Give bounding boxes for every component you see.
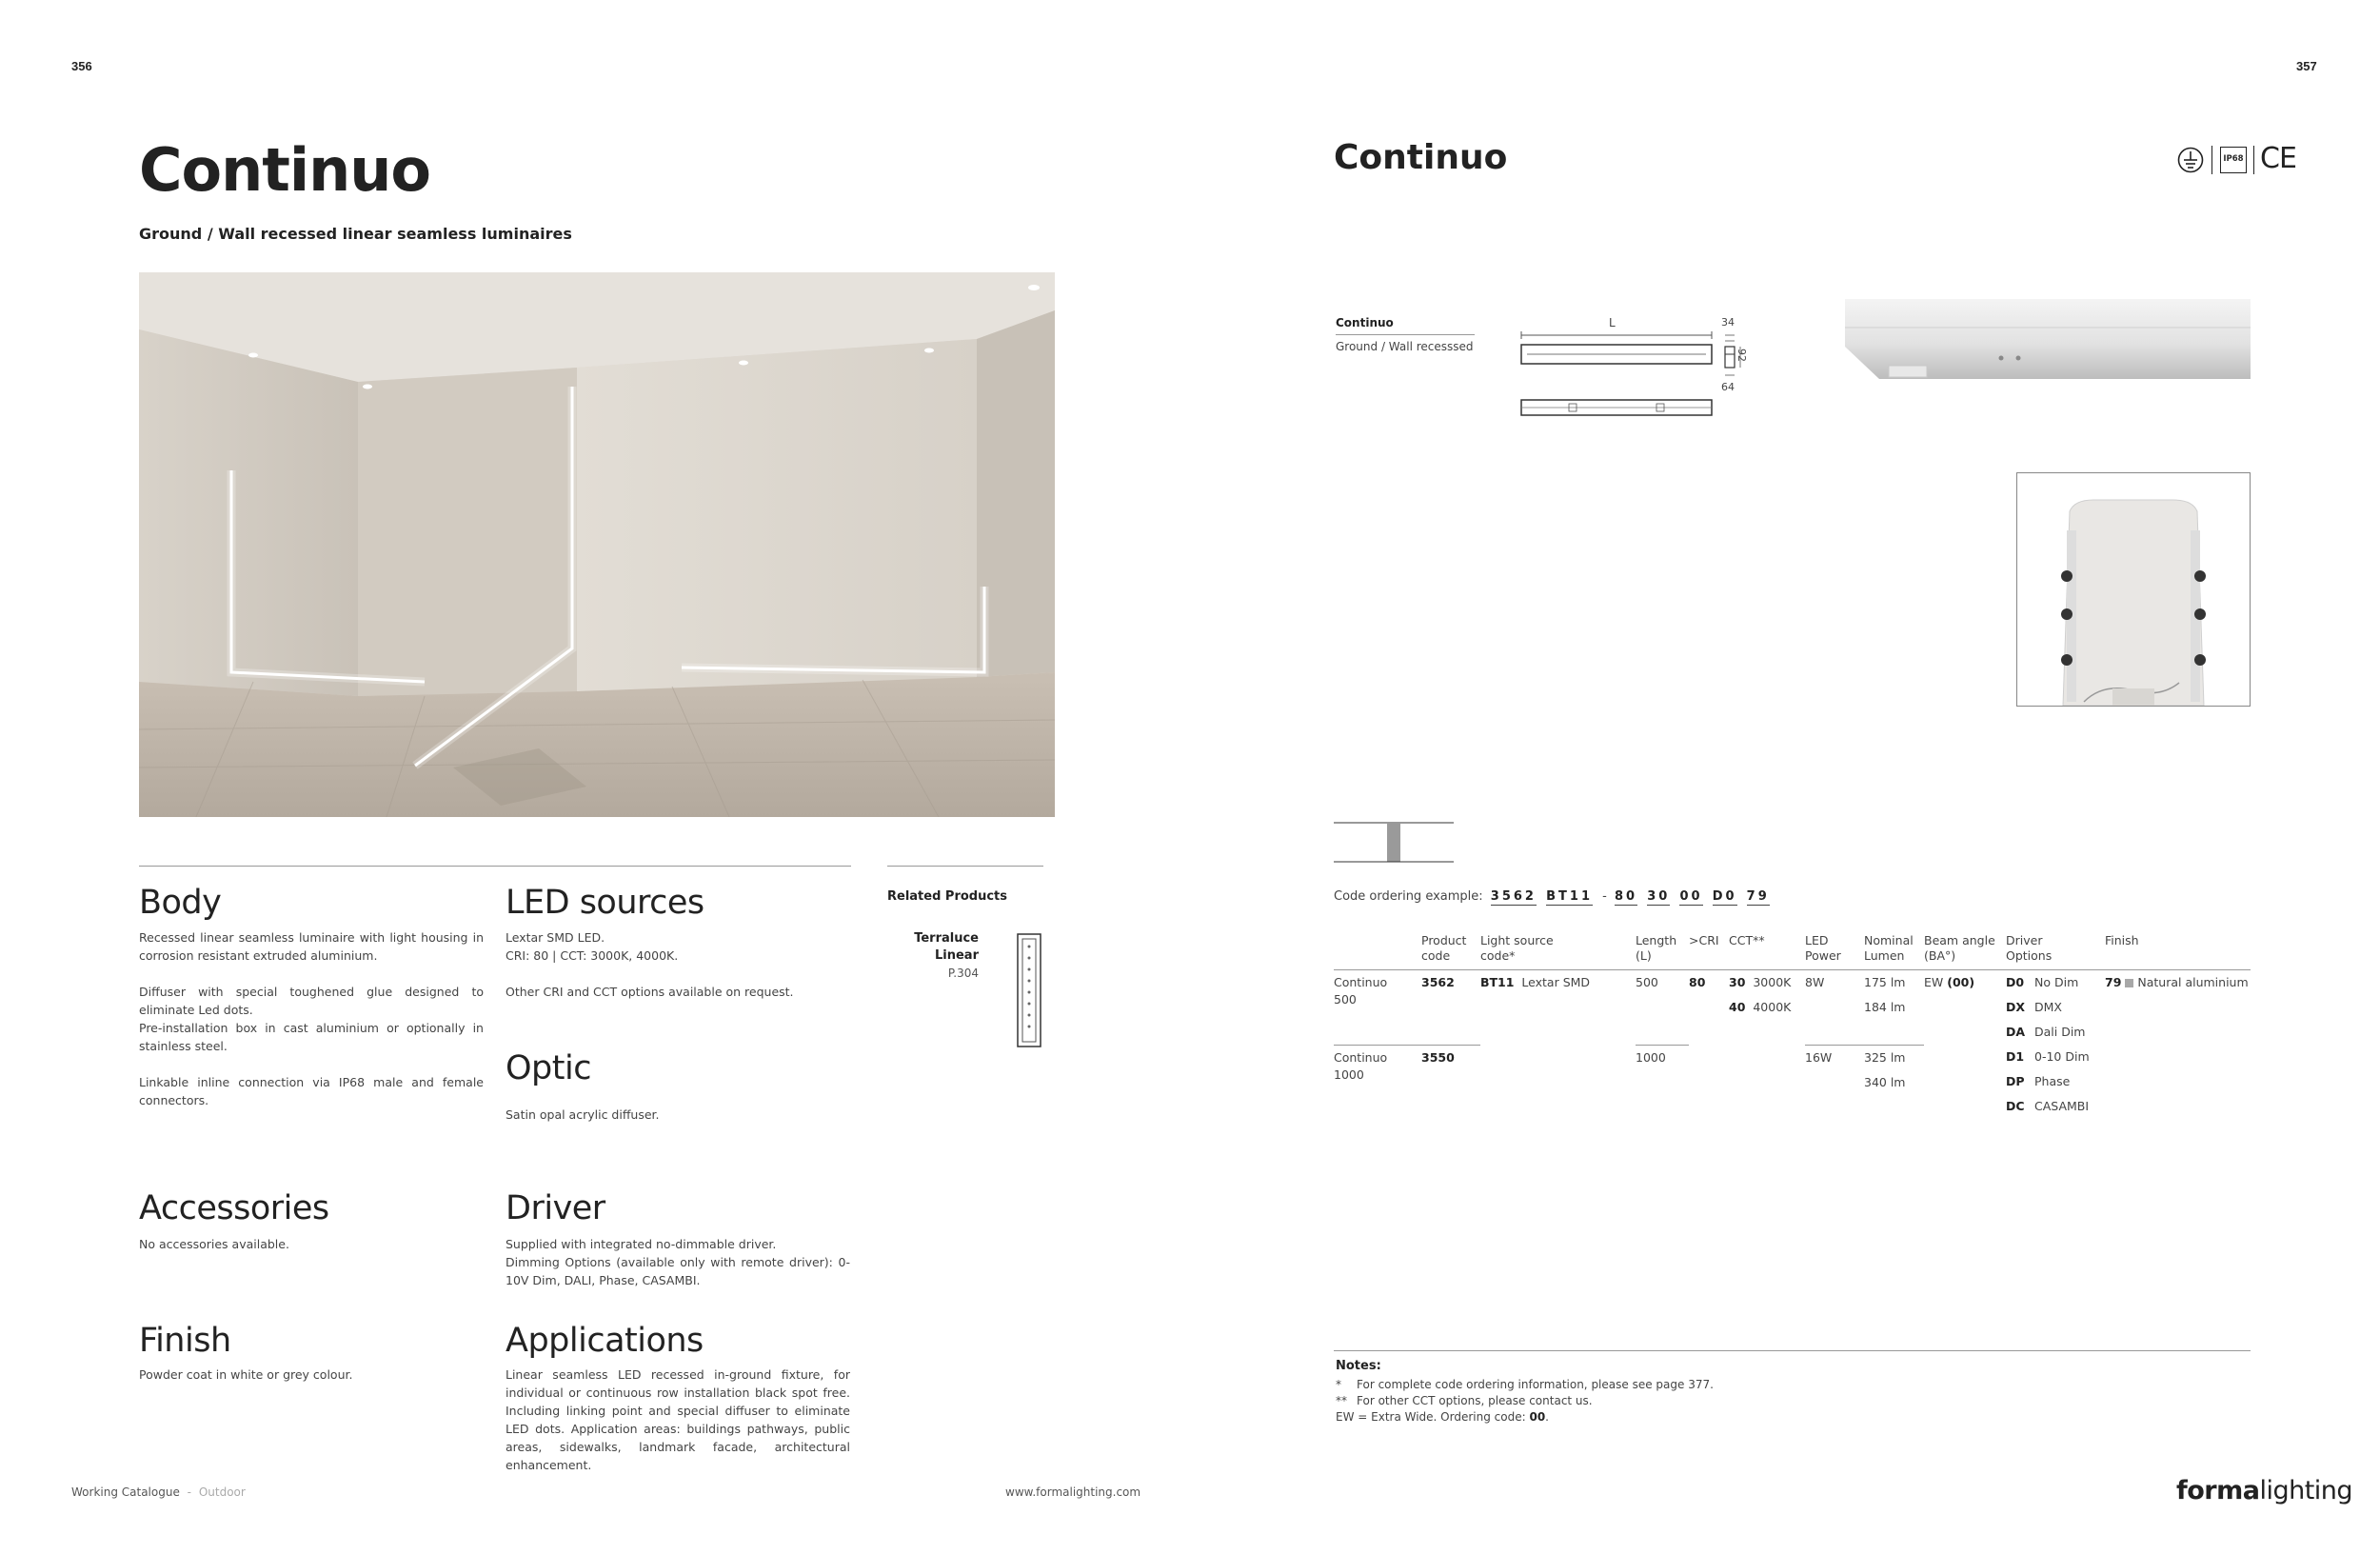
driver-option bbox=[2006, 1001, 2105, 1014]
row-finish bbox=[2105, 970, 2251, 1046]
body-text-p4: Linkable inline connection via IP68 male and female connectors. bbox=[139, 1075, 484, 1107]
brand-logo bbox=[2176, 1476, 2352, 1505]
note-2 bbox=[1336, 1393, 1714, 1409]
footer-catalogue-label: Working Catalogue bbox=[71, 1485, 180, 1499]
beam-code: (00) bbox=[1947, 975, 1975, 989]
cert-divider bbox=[2211, 146, 2212, 174]
driver-code: DC bbox=[2006, 1099, 2025, 1113]
header-blank bbox=[1334, 933, 1421, 970]
row-finish-empty bbox=[2105, 1045, 2251, 1119]
beam-label: EW bbox=[1924, 975, 1944, 989]
row-driver-options bbox=[2006, 970, 2105, 1120]
driver-option bbox=[2006, 1075, 2105, 1088]
header-cct bbox=[1729, 933, 1805, 970]
driver-p2: Dimming Options (available only with remote driver): 0-10V Dim, DALI, Phase, CASAMBI. bbox=[506, 1255, 850, 1287]
dim-width-label: 64 bbox=[1721, 381, 1735, 393]
code-part-driver: D0 bbox=[1712, 889, 1737, 904]
cert-divider bbox=[2253, 146, 2254, 174]
driver-option bbox=[2006, 1100, 2105, 1113]
note-text: For other CCT options, please contact us. bbox=[1357, 1394, 1593, 1407]
header-cri bbox=[1689, 933, 1729, 970]
notes-rule bbox=[1334, 1350, 2251, 1351]
accessories-heading: Accessories bbox=[139, 1189, 329, 1227]
header-line: Options bbox=[2006, 948, 2053, 963]
optic-heading: Optic bbox=[506, 1049, 591, 1087]
code-part-light-source: BT11 bbox=[1546, 889, 1593, 904]
lumen-value: 340 lm bbox=[1864, 1074, 1906, 1089]
led-sources-p3: Other CRI and CCT options available on request. bbox=[506, 985, 794, 999]
driver-option bbox=[2006, 1050, 2105, 1064]
row-beam-empty bbox=[1924, 1045, 2006, 1119]
spec-table-wrap bbox=[1334, 933, 2251, 1119]
dim-height-label: 34 bbox=[1721, 316, 1735, 329]
body-text-p3: Pre-installation box in cast aluminium or optionally in stainless steel. bbox=[139, 1021, 484, 1053]
code-ordering-label: Code ordering example: bbox=[1334, 889, 1483, 904]
lumen-value: 325 lm bbox=[1864, 1049, 1906, 1065]
driver-option bbox=[2006, 976, 2105, 989]
profile-section-icon bbox=[1334, 821, 1454, 863]
finish-text: Powder coat in white or grey colour. bbox=[139, 1367, 353, 1382]
note-code: 00 bbox=[1529, 1410, 1546, 1424]
row-model-name bbox=[1334, 970, 1421, 1046]
header-line: Light source bbox=[1480, 933, 1554, 947]
header-product-code bbox=[1421, 933, 1480, 970]
model-size-line: 1000 bbox=[1334, 1067, 1364, 1082]
model-name-line: Continuo bbox=[1334, 1049, 1388, 1065]
led-sources-p1: Lextar SMD LED. bbox=[506, 930, 605, 945]
driver-name: 0-10 Dim bbox=[2034, 1049, 2090, 1064]
dim-length-label: L bbox=[1609, 316, 1616, 329]
notes bbox=[1336, 1358, 1714, 1425]
model-name-line: Continuo bbox=[1334, 975, 1388, 989]
variant-label bbox=[1336, 316, 1475, 353]
cct-code: 40 bbox=[1729, 1000, 1746, 1014]
row-light-source bbox=[1480, 970, 1636, 1046]
driver-code: DX bbox=[2006, 1000, 2026, 1014]
led-sources-heading: LED sources bbox=[506, 884, 704, 922]
code-part-cct: 30 bbox=[1647, 889, 1671, 904]
header-line: code* bbox=[1480, 948, 1516, 963]
driver-heading: Driver bbox=[506, 1189, 605, 1227]
cct-value: 3000K bbox=[1753, 975, 1792, 989]
hero-room-image bbox=[139, 272, 1055, 817]
header-light-source bbox=[1480, 933, 1636, 970]
lumen-value: 175 lm bbox=[1864, 975, 1906, 989]
note-3 bbox=[1336, 1409, 1714, 1425]
related-products-heading: Related Products bbox=[887, 889, 1008, 904]
header-nominal-lumen bbox=[1864, 933, 1924, 970]
page-title: Continuo bbox=[139, 135, 430, 205]
finish-swatch bbox=[2125, 979, 2133, 987]
related-product-thumbnail[interactable] bbox=[1017, 933, 1041, 1047]
footer-separator: - bbox=[187, 1485, 192, 1499]
header-line: (BA°) bbox=[1924, 948, 1956, 963]
brand-logo-light: lighting bbox=[2259, 1476, 2353, 1505]
row-product-code: 3562 bbox=[1421, 975, 1455, 989]
related-product-name-1: Terraluce bbox=[914, 931, 979, 946]
variant-name: Continuo bbox=[1336, 316, 1475, 335]
ce-mark-icon: CE bbox=[2260, 142, 2296, 175]
header-line: (L) bbox=[1636, 948, 1652, 963]
code-part-beam: 00 bbox=[1679, 889, 1703, 904]
led-sources-p2: CRI: 80 | CCT: 3000K, 4000K. bbox=[506, 948, 679, 963]
applications-text: Linear seamless LED recessed in-ground fixture, for individual or continuous row installation black spot free. Including linking point and special diffuser to eliminate LED dots. Application areas: buildings pathways, public areas, sidewalks, landmark facade, architectural enhancement. bbox=[506, 1367, 850, 1472]
row-cri-empty bbox=[1689, 1045, 1729, 1119]
ip68-icon: IP68 bbox=[2220, 147, 2247, 173]
lumen-value: 184 lm bbox=[1864, 1000, 1906, 1014]
header-line: Nominal bbox=[1864, 933, 1914, 947]
row-lumen bbox=[1864, 1045, 1924, 1119]
row-light-source-empty bbox=[1480, 1045, 1636, 1119]
row-beam bbox=[1924, 970, 2006, 1046]
driver-name: Phase bbox=[2034, 1074, 2071, 1088]
header-length bbox=[1636, 933, 1689, 970]
related-product-name-2: Linear bbox=[935, 948, 979, 963]
note-1 bbox=[1336, 1377, 1714, 1393]
row-cct bbox=[1729, 970, 1805, 1046]
header-line: Length bbox=[1636, 933, 1677, 947]
row-length: 1000 bbox=[1636, 1045, 1689, 1119]
note-mark: ** bbox=[1336, 1394, 1347, 1407]
page-subtitle: Ground / Wall recessed linear seamless luminaires bbox=[139, 225, 572, 243]
note-mark: * bbox=[1336, 1378, 1341, 1391]
accessories-text: No accessories available. bbox=[139, 1237, 289, 1251]
row-lumen bbox=[1864, 970, 1924, 1046]
row-product-code: 3550 bbox=[1421, 1045, 1480, 1119]
variant-type: Ground / Wall recesssed bbox=[1336, 340, 1474, 353]
code-ordering bbox=[1334, 889, 1775, 906]
finish-name: Natural aluminium bbox=[2137, 975, 2249, 989]
applications-heading: Applications bbox=[506, 1322, 704, 1360]
finish-code: 79 bbox=[2105, 975, 2122, 989]
cct-option bbox=[1729, 976, 1805, 989]
note-end: . bbox=[1545, 1410, 1549, 1424]
cct-value: 4000K bbox=[1753, 1000, 1792, 1014]
cct-option bbox=[1729, 1001, 1805, 1014]
header-beam-angle bbox=[1924, 933, 2006, 970]
cct-code: 30 bbox=[1729, 975, 1746, 989]
model-size-line: 500 bbox=[1334, 992, 1357, 1007]
row-cct-empty bbox=[1729, 1045, 1805, 1119]
driver-code: DP bbox=[2006, 1074, 2025, 1088]
product-photo bbox=[1841, 299, 2251, 383]
body-heading: Body bbox=[139, 884, 222, 922]
footer-catalogue bbox=[71, 1485, 246, 1499]
code-part-cri: 80 bbox=[1614, 889, 1638, 904]
driver-code: D1 bbox=[2006, 1049, 2025, 1064]
row-led-power: 8W bbox=[1805, 975, 1825, 989]
header-line: Product bbox=[1421, 933, 1467, 947]
driver-name: No Dim bbox=[2034, 975, 2079, 989]
header-line: LED bbox=[1805, 933, 1829, 947]
brand-logo-bold: forma bbox=[2176, 1476, 2260, 1505]
header-line: Beam angle bbox=[1924, 933, 1995, 947]
driver-name: Dali Dim bbox=[2034, 1025, 2086, 1039]
technical-drawing bbox=[1514, 314, 1771, 424]
notes-heading: Notes: bbox=[1336, 1359, 1381, 1373]
code-part-dash: - bbox=[1602, 889, 1607, 904]
header-driver-options bbox=[2006, 933, 2105, 970]
header-line: code bbox=[1421, 948, 1451, 963]
driver-option bbox=[2006, 1026, 2105, 1039]
header-line: Finish bbox=[2105, 933, 2139, 947]
dim-depth-label: 92 bbox=[1735, 349, 1748, 362]
optic-text: Satin opal acrylic diffuser. bbox=[506, 1107, 660, 1122]
row-led-power: 16W bbox=[1805, 1045, 1864, 1119]
body-text bbox=[139, 928, 484, 1109]
code-part-finish: 79 bbox=[1746, 889, 1770, 904]
led-sources-text bbox=[506, 928, 850, 1001]
section-rule-related bbox=[887, 866, 1043, 867]
body-text-p1: Recessed linear seamless luminaire with light housing in corrosion resistant extruded aluminium. bbox=[139, 930, 484, 963]
note-text: EW = Extra Wide. Ordering code: bbox=[1336, 1410, 1530, 1424]
ls-code: BT11 bbox=[1480, 975, 1515, 989]
header-line: Power bbox=[1805, 948, 1841, 963]
body-text-p2: Diffuser with special toughened glue designed to eliminate Led dots. bbox=[139, 985, 484, 1017]
footer-url-link[interactable]: www.formalighting.com bbox=[1005, 1485, 1141, 1499]
header-line: >CRI bbox=[1689, 933, 1719, 947]
footer-category: Outdoor bbox=[198, 1485, 246, 1499]
page-number-right: 357 bbox=[2296, 59, 2317, 73]
product-title: Continuo bbox=[1334, 138, 1508, 177]
header-led-power bbox=[1805, 933, 1864, 970]
section-rule-left bbox=[139, 866, 851, 867]
related-product-link[interactable] bbox=[887, 930, 979, 982]
certifications bbox=[2176, 144, 2296, 176]
row-model-name bbox=[1334, 1045, 1421, 1119]
table-row bbox=[1334, 970, 2251, 1046]
ls-name: Lextar SMD bbox=[1521, 975, 1591, 989]
driver-name: DMX bbox=[2034, 1000, 2062, 1014]
driver-p1: Supplied with integrated no-dimmable driver. bbox=[506, 1237, 777, 1251]
code-part-product: 3562 bbox=[1490, 889, 1537, 904]
row-length: 500 bbox=[1636, 975, 1658, 989]
related-product-page: P.304 bbox=[947, 967, 979, 980]
header-line: Lumen bbox=[1864, 948, 1905, 963]
driver-text bbox=[506, 1235, 850, 1289]
driver-code: D0 bbox=[2006, 975, 2025, 989]
finish-heading: Finish bbox=[139, 1322, 231, 1360]
driver-name: CASAMBI bbox=[2034, 1099, 2090, 1113]
header-line: CCT** bbox=[1729, 933, 1765, 947]
table-row bbox=[1334, 1045, 2251, 1119]
page-number-left: 356 bbox=[71, 59, 92, 73]
spec-table bbox=[1334, 933, 2251, 1119]
cross-section-photo bbox=[2016, 472, 2251, 707]
ground-symbol-icon bbox=[2176, 146, 2205, 174]
row-cri: 80 bbox=[1689, 975, 1706, 989]
note-text: For complete code ordering information, please see page 377. bbox=[1357, 1378, 1714, 1391]
spec-header-row bbox=[1334, 933, 2251, 970]
header-line: Driver bbox=[2006, 933, 2043, 947]
header-finish bbox=[2105, 933, 2251, 970]
driver-code: DA bbox=[2006, 1025, 2026, 1039]
